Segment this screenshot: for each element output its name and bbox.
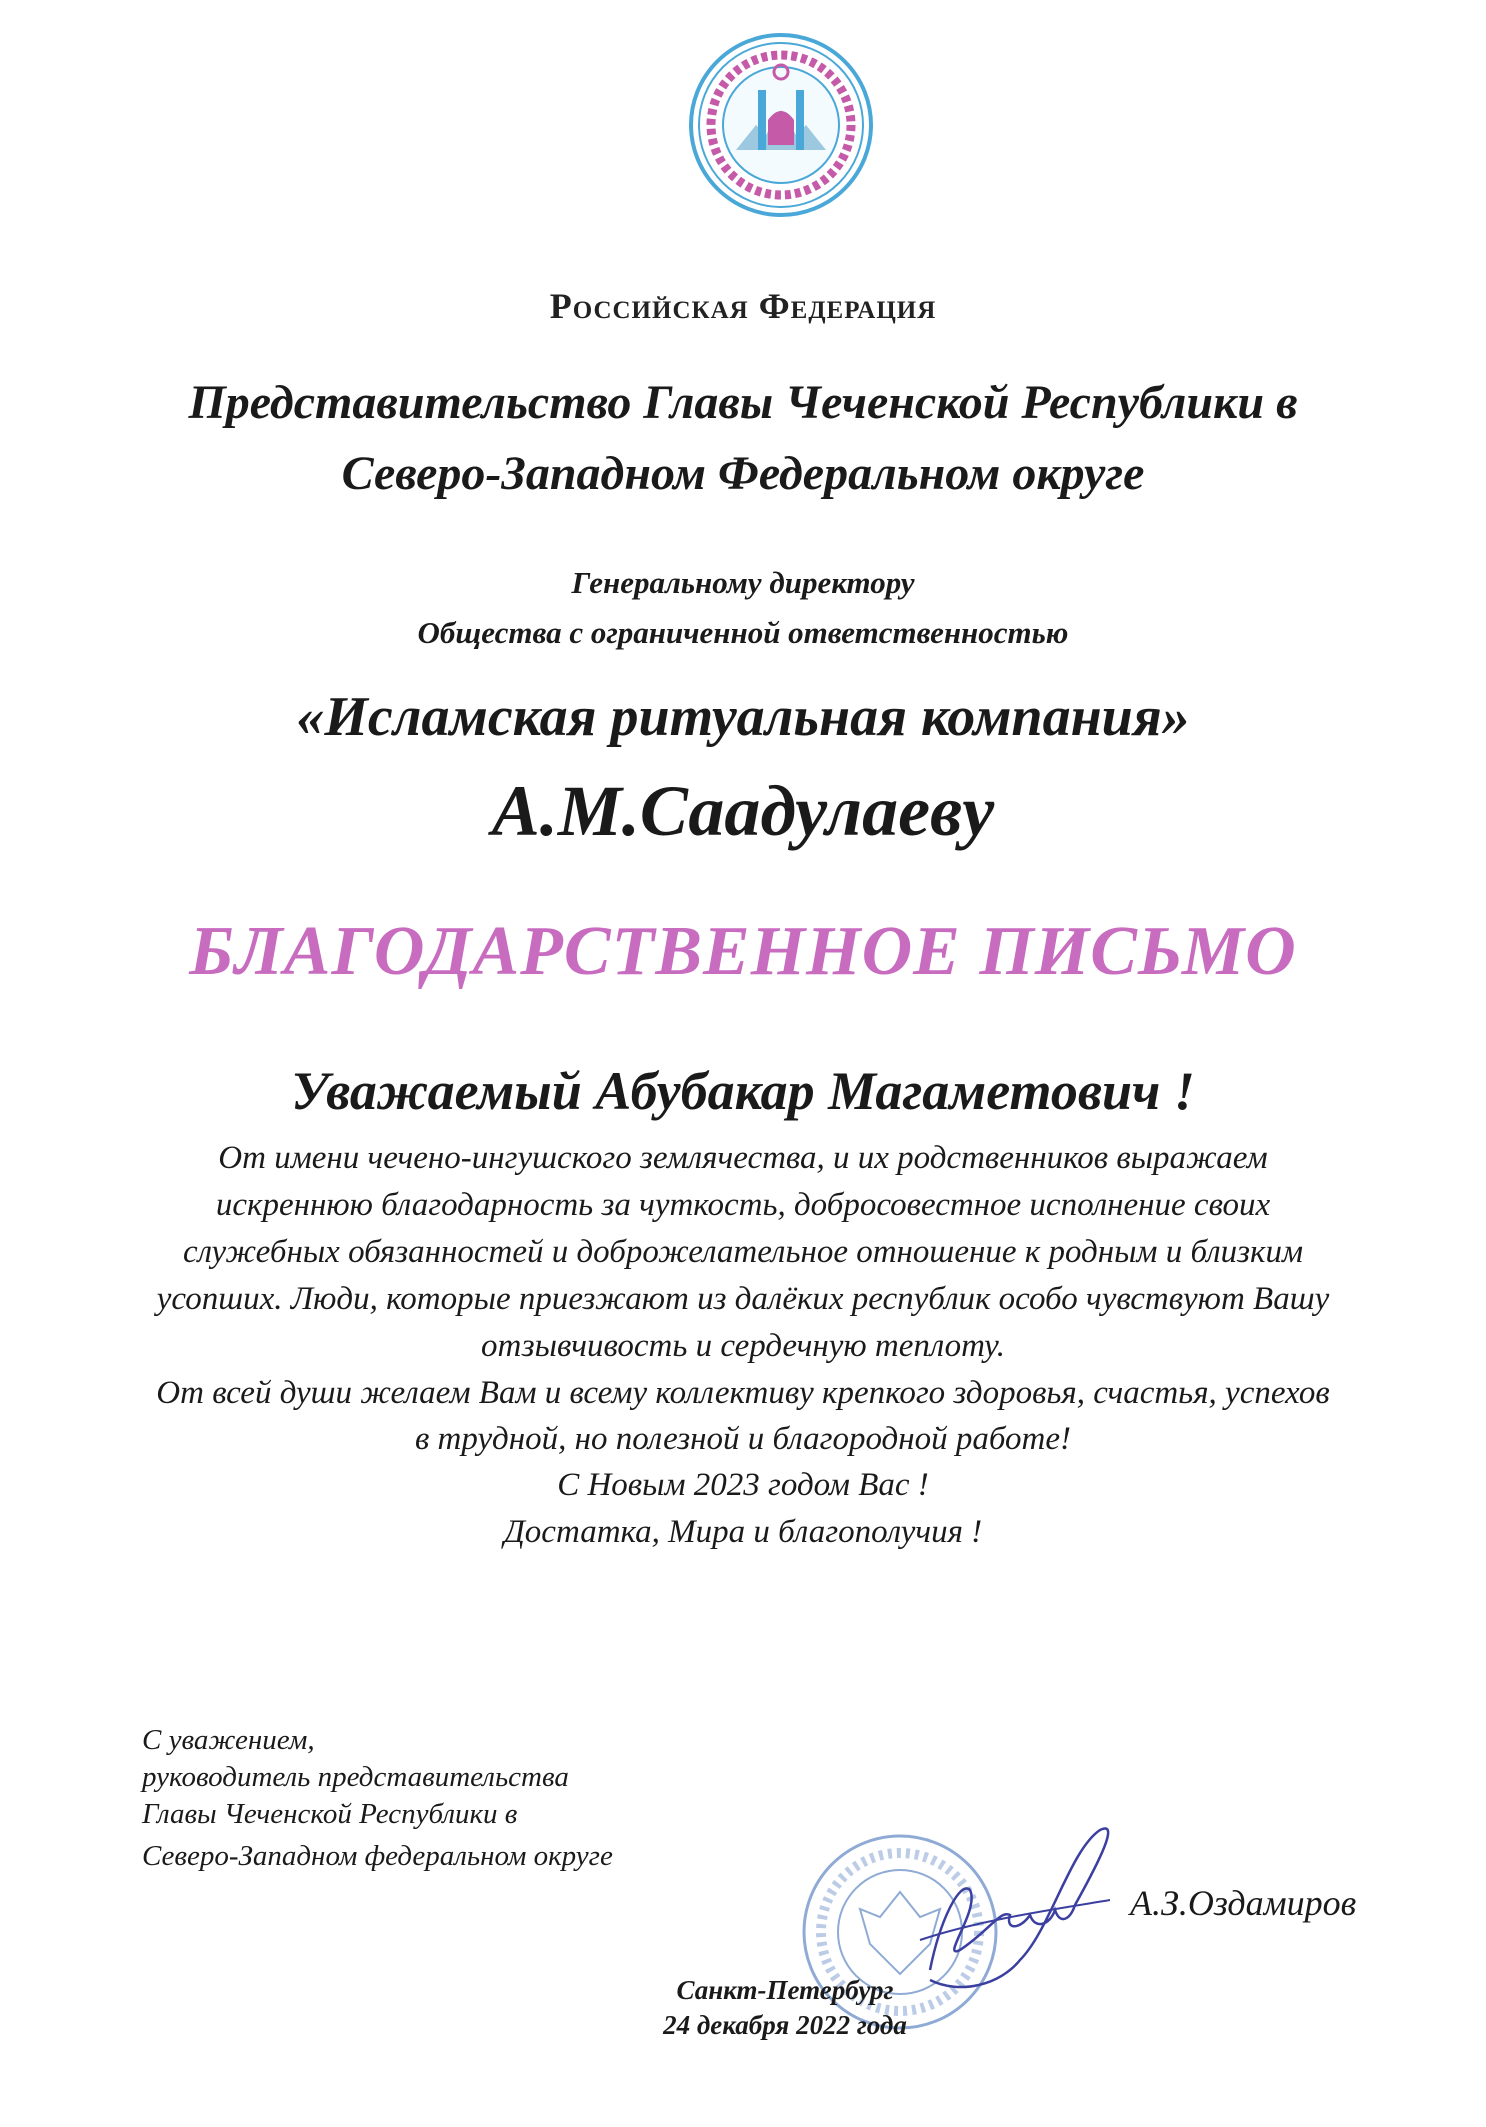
closing-line: руководитель представительства [142,1761,569,1793]
closing-line: Главы Чеченской Республики в [142,1798,518,1830]
closing-line: Северо-Западном федеральном округе [142,1840,613,1872]
body-line: в трудной, но полезной и благородной работе! [414,1421,1071,1457]
coat-of-arms-emblem [686,30,876,220]
letter-title: БЛАГОДАРСТВЕННОЕ ПИСЬМО [189,913,1297,990]
city: Санкт-Петербург [676,1975,894,2005]
addressee-name: А.М.Саадулаеву [491,771,995,851]
addressee-company-name: «Исламская ритуальная компания» [296,686,1190,748]
signer-name: А.З.Оздамиров [1130,1883,1357,1923]
closing-line: С уважением, [142,1724,315,1756]
body-line: Достатка, Мира и благополучия ! [503,1514,983,1550]
organization-line-1: Представительство Главы Чеченской Республики в [188,376,1298,429]
addressee-position: Генеральному директору [571,565,915,600]
body-line: искреннюю благодарность за чуткость, добросовестное исполнение своих [215,1187,1271,1223]
body-line: С Новым 2023 годом Вас ! [557,1467,929,1503]
country-heading: Российская Федерация [549,286,937,326]
body-line: отзывчивость и сердечную теплоту. [480,1328,1006,1364]
body-line: От имени чечено-ингушского землячества, и их родственников выражаем [218,1140,1268,1176]
body-line: От всей души желаем Вам и всему коллективу крепкого здоровья, счастья, успехов [156,1375,1330,1411]
body-line: служебных обязанностей и доброжелательное отношение к родным и близким [182,1234,1304,1270]
addressee-company-type: Общества с ограниченной ответственностью [417,615,1069,650]
organization-line-2: Северо-Западном Федеральном округе [341,447,1145,500]
letter-greeting: Уважаемый Абубакар Магаметович ! [291,1061,1195,1121]
body-line: усопших. Люди, которые приезжают из далёких республик особо чувствуют Вашу [156,1281,1330,1317]
date: 24 декабря 2022 года [663,2010,907,2040]
